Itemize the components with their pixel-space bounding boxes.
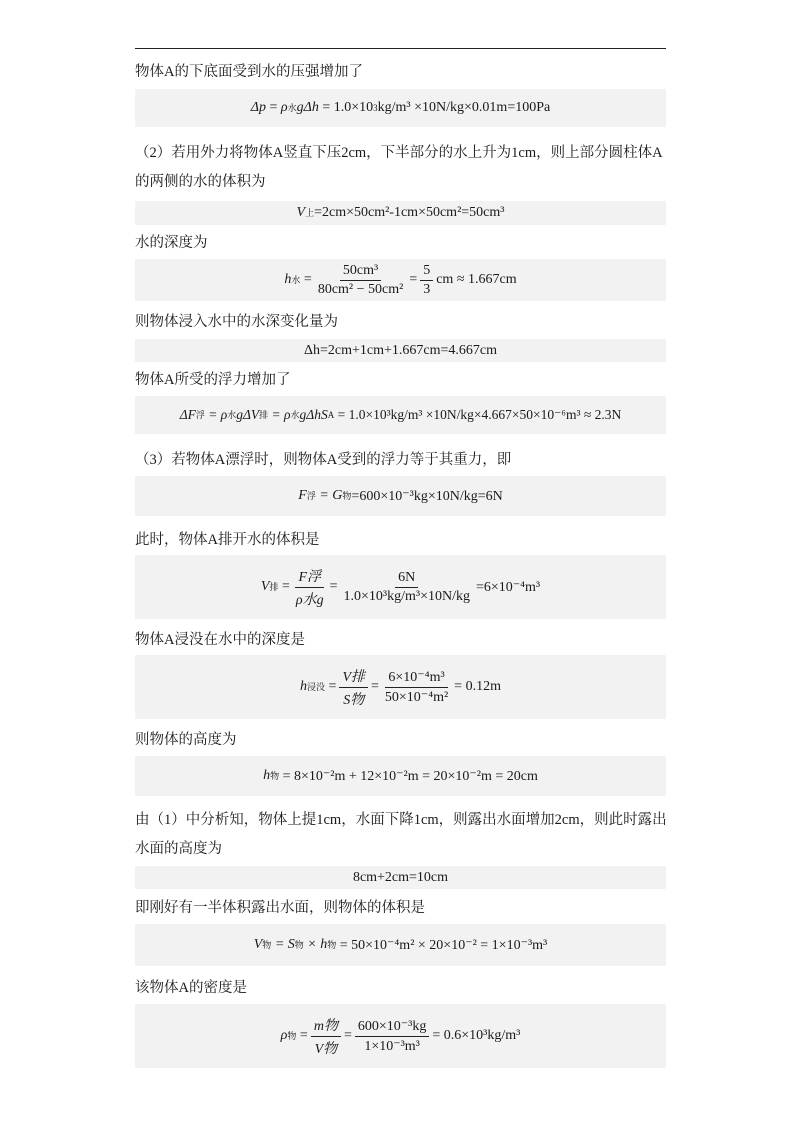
equation-immersion-depth: h 浸没 = $\frac{\text{V排}}{\text{S物}}$ = $\frac{\text{6×10⁻⁴m³}}{\text{50×10⁻⁴m²}}$ = 0.12m: [135, 655, 666, 719]
eq-term: = 0.6×10³kg/m³: [432, 1028, 521, 1043]
eq-term: kg/m³ ×10N/kg×0.01m=100Pa: [377, 100, 551, 115]
eq-term: ρ: [280, 100, 288, 115]
eq-term: = ρ: [271, 407, 291, 422]
denominator: 80cm² − 50cm²: [317, 281, 404, 297]
eq-term: Δp: [250, 100, 266, 115]
text-line-1: 物体A的下底面受到水的压强增加了: [135, 64, 363, 80]
denominator: 50×10⁻⁴m²: [384, 689, 449, 705]
fraction: [293, 566, 327, 609]
numerator: 6N: [395, 570, 418, 588]
text-line-8: 物体A浸没在水中的深度是: [135, 632, 305, 648]
text-line-2b: 的两侧的水的体积为: [135, 174, 266, 190]
text-line-12: 该物体A的密度是: [135, 980, 247, 996]
text-line-3: 水的深度为: [135, 235, 208, 251]
text-line-10a: 由（1）中分析知，物体上提1cm，水面下降1cm，则露出水面增加2cm，则此时露出: [135, 812, 667, 828]
eq-term: 8cm+2cm=10cm: [352, 869, 449, 885]
header-rule: [135, 48, 666, 49]
eq-term: F: [298, 488, 307, 503]
eq-term: V: [296, 205, 306, 220]
text-line-7: 此时，物体A排开水的体积是: [135, 532, 320, 548]
equation-pressure: Δp = ρ 水 g Δh = 1.0×10 3 kg/m³ ×10N/kg×0.01m=100Pa: [135, 89, 666, 127]
numerator: V排: [339, 666, 368, 688]
eq-term: =600×10⁻³kg×10N/kg=6N: [351, 488, 503, 504]
eq-term: =6×10⁻⁴m³: [475, 579, 541, 595]
denominator: S物: [343, 692, 365, 708]
fraction: [382, 669, 451, 706]
eq-term: = G: [319, 488, 343, 503]
eq-term: h: [263, 768, 271, 783]
eq-term: = 1.0×10³kg/m³ ×10N/kg×4.667×50×10⁻⁶m³ ≈ 2.3N: [337, 407, 622, 422]
equation-object-volume: V 物 = S 物 × h 物 = 50×10⁻⁴m² × 20×10⁻² = 1×10⁻³m³: [135, 924, 666, 966]
equation-volume-upper: V 上 =2cm×50cm²-1cm×50cm²=50cm³: [135, 201, 666, 225]
eq-term: gΔhS: [299, 407, 328, 422]
numerator: 50cm³: [340, 263, 381, 281]
equation-water-depth: h 水 = $\frac{\text{50cm³}}{\text{80cm² − 50cm²}}$ = $\frac{5}{3}$ cm ≈ 1.667cm: [135, 259, 666, 301]
eq-term: = 50×10⁻⁴m² × 20×10⁻² = 1×10⁻³m³: [339, 937, 548, 953]
fraction: [339, 666, 368, 709]
text-line-6: （3）若物体A漂浮时，则物体A受到的浮力等于其重力，即: [135, 452, 512, 468]
denominator: V物: [314, 1041, 338, 1057]
text-line-5: 物体A所受的浮力增加了: [135, 372, 291, 388]
denominator: 1.0×10³kg/m³×10N/kg: [343, 588, 470, 604]
equation-density: ρ 物 = $\frac{\text{m物}}{\text{V物}}$ = $\frac{\text{600×10⁻³kg}}{\text{1×10⁻³m³}}$ = 0.6×10³kg/m³: [135, 1004, 666, 1068]
eq-term: gΔV: [236, 407, 260, 422]
eq-term: V: [253, 937, 263, 952]
eq-term: = 1.0×10: [322, 100, 374, 115]
eq-term: =2cm×50cm²-1cm×50cm²=50cm³: [314, 205, 505, 220]
eq-term: × h: [307, 937, 328, 952]
text-line-4: 则物体浸入水中的水深变化量为: [135, 314, 338, 330]
text-line-11: 即刚好有一半体积露出水面，则物体的体积是: [135, 900, 425, 916]
eq-term: g: [296, 100, 304, 115]
denominator: 1×10⁻³m³: [364, 1038, 420, 1054]
eq-term: h: [300, 679, 308, 694]
fraction: [315, 263, 407, 298]
equation-float-force: F 浮 = G 物 =600×10⁻³kg×10N/kg=6N: [135, 476, 666, 516]
equation-depth-change: [135, 339, 666, 362]
eq-term: h: [284, 272, 292, 287]
equation-buoyancy-increase: ΔF 浮 = ρ 水 gΔV 排 = ρ 水 gΔhS A = 1.0×10³kg/m³ ×10N/kg×4.667×50×10⁻⁶m³ ≈ 2.3N: [135, 396, 666, 434]
fraction: [420, 263, 433, 298]
eq-term: Δh: [303, 100, 319, 115]
numerator: m物: [311, 1015, 341, 1037]
eq-term: = 0.12m: [454, 679, 501, 694]
eq-term: cm ≈ 1.667cm: [436, 272, 517, 287]
fraction: [355, 1018, 429, 1055]
numerator: F浮: [295, 566, 324, 588]
eq-term: Δh=2cm+1cm+1.667cm=4.667cm: [304, 342, 497, 358]
eq-term: ΔF: [179, 407, 196, 422]
equation-displaced-volume: V 排 = $\frac{\text{F浮}}{\text{ρ水g}}$ = $\frac{6N}{\text{1.0×10³kg/m³×10N/kg}}$ =6×10⁻⁴m³: [135, 555, 666, 619]
eq-term: = 8×10⁻²m + 12×10⁻²m = 20×10⁻²m = 20cm: [282, 768, 538, 784]
eq-term: = ρ: [208, 407, 228, 422]
fraction: [341, 570, 473, 605]
eq-term: ρ: [280, 1028, 288, 1043]
text-line-9: 则物体的高度为: [135, 732, 237, 748]
eq-term: V: [260, 579, 270, 594]
equation-exposed-height: [135, 866, 666, 889]
equation-object-height: h 物 = 8×10⁻²m + 12×10⁻²m = 20×10⁻²m = 20cm: [135, 756, 666, 796]
denominator: 3: [423, 281, 431, 297]
denominator: ρ水g: [295, 592, 324, 608]
fraction: [311, 1015, 341, 1058]
text-line-10b: 水面的高度为: [135, 841, 222, 857]
eq-term: = S: [274, 937, 295, 952]
numerator: 6×10⁻⁴m³: [385, 669, 447, 688]
numerator: 5: [420, 263, 433, 281]
text-line-2a: （2）若用外力将物体A竖直下压2cm，下半部分的水上升为1cm，则上部分圆柱体A: [135, 145, 663, 161]
numerator: 600×10⁻³kg: [355, 1018, 429, 1037]
